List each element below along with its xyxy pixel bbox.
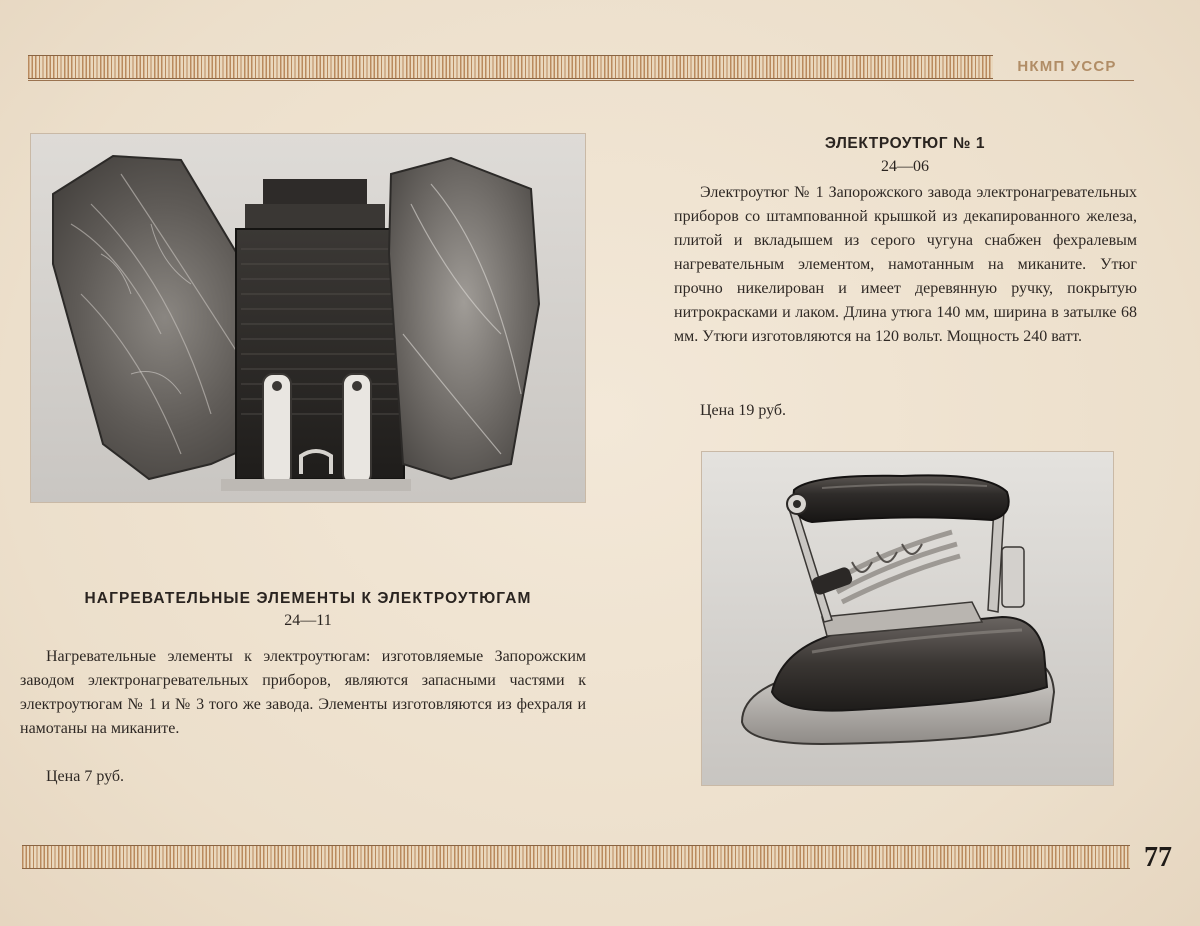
heating-elements-price: Цена 7 руб. [46,768,125,785]
page-number: 77 [1144,842,1172,873]
heating-elements-photo [30,133,586,503]
heating-elements-illustration [31,134,585,502]
bottom-decorative-band [22,845,1130,869]
header-label: НКМП УССР [1017,58,1117,75]
heating-elements-title: НАГРЕВАТЕЛЬНЫЕ ЭЛЕМЕНТЫ К ЭЛЕКТРОУТЮГАМ [84,590,532,607]
top-decorative-band [28,55,993,79]
iron-title: ЭЛЕКТРОУТЮГ № 1 [824,135,986,152]
iron-catalog-code: 24—06 [881,158,929,175]
iron-description: Электроутюг № 1 Запорожского завода электронагревательных приборов со штампованной крышкой из декапированного железа, плитой и вкладышем из серого чугуна снабжен фехралевым нагревательным элементом, намотанным на миканите. Утюг прочно никелирован и имеет деревянную ручку, покрытую нитрокрасками и лаком. Длина утюга 140 мм, ширина в затылке 68 мм. Утюги изготовляются на 120 вольт. Мощность 240 ватт. [674,184,1137,345]
heating-elements-catalog-code: 24—11 [284,612,332,629]
iron-price: Цена 19 руб. [700,402,787,419]
top-rule [28,80,1134,81]
electric-iron-illustration [702,452,1113,785]
heating-elements-description: Нагревательные элементы к электроутюгам: изготовляемые Запорожским заводом электронагревательных приборов, являются запасными частями к электроутюгам № 1 и № 3 того же завода. Элементы изготовляются из фехраля и намотаны на миканите. [20,648,586,737]
electric-iron-photo [701,451,1114,786]
